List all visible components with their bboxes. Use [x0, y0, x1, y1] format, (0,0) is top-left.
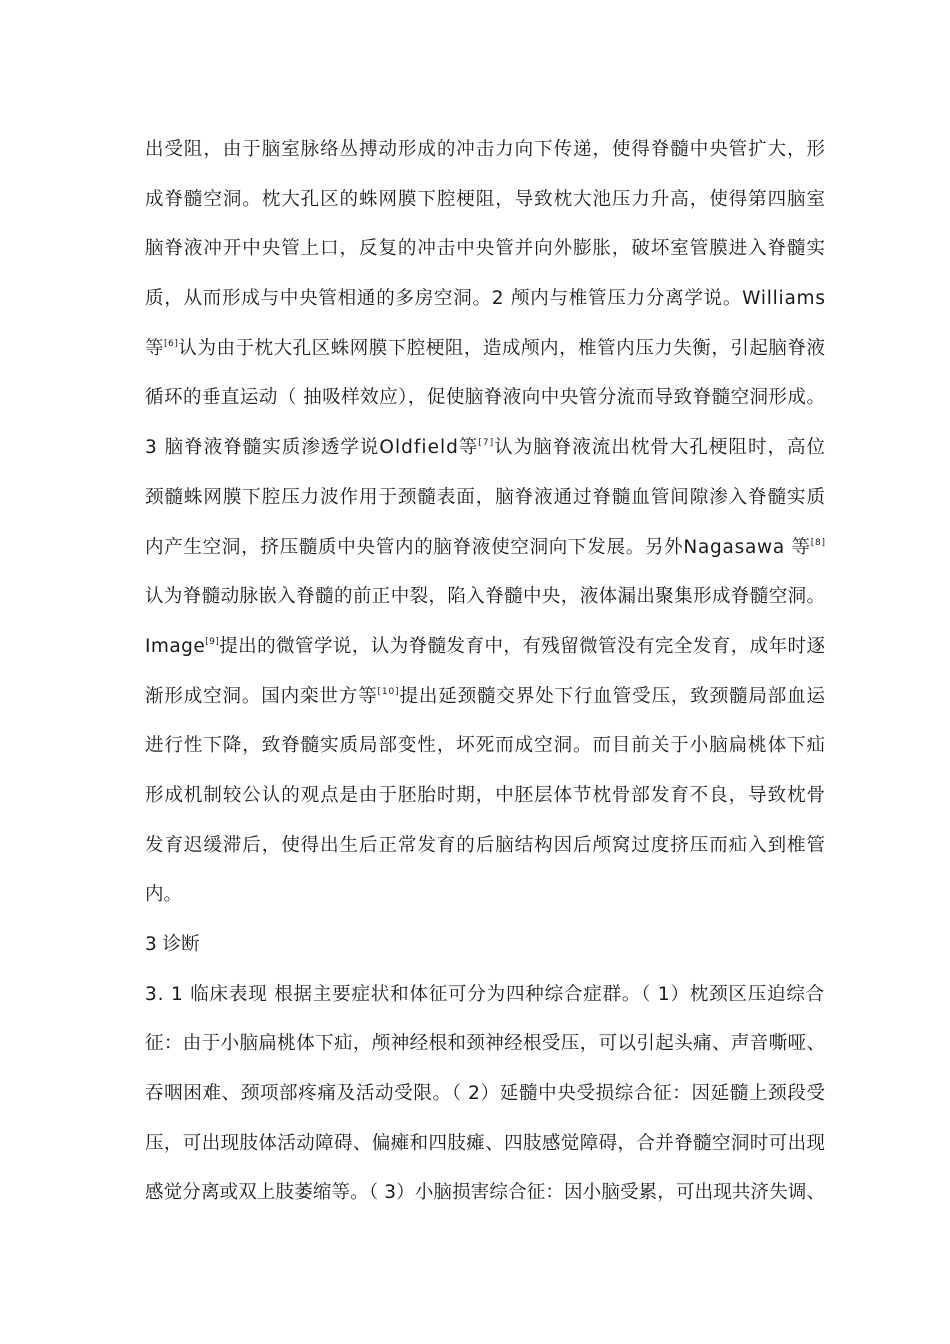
- text-run: 3. 1 临床表现 根据主要症状和体征可分为四种综合症群。（ 1）枕颈区压迫综合: [145, 983, 825, 1005]
- citation-ref: [6]: [164, 338, 179, 349]
- text-run: 渐形成空洞。国内栾世方等: [145, 685, 378, 707]
- text-run: 压，可出现肢体活动障碍、偏瘫和四肢瘫、四肢感觉障碍，合并脊髓空洞时可出现: [145, 1132, 826, 1154]
- text-run: 征：由于小脑扁桃体下疝，颅神经根和颈神经根受压，可以引起头痛、声音嘶哑、: [145, 1033, 826, 1055]
- text-line: [145, 182, 825, 232]
- text-line: [145, 977, 825, 1027]
- text-run: 出受阻，由于脑室脉络丛搏动形成的冲击力向下传递，使得脊髓中央管扩大，形: [145, 139, 826, 160]
- text-run: Image: [145, 635, 206, 657]
- text-line: [145, 480, 825, 530]
- text-line: [145, 828, 825, 878]
- citation-ref: [7]: [478, 438, 495, 449]
- text-line: [145, 629, 825, 679]
- text-run: 进行性下降，致脊髓实质局部变性，坏死而成空洞。而目前关于小脑扁桃体下疝: [145, 735, 826, 757]
- text-run: 等: [145, 337, 165, 359]
- text-run: 吞咽困难、颈项部疼痛及活动受限。（ 2）延髓中央受损综合征：因延髓上颈段受: [145, 1083, 826, 1105]
- citation-ref: [9]: [205, 636, 220, 647]
- text-run: 3 脑脊液脊髓实质渗透学说Oldfield等: [145, 437, 479, 459]
- text-line: [145, 579, 825, 629]
- text-line: [145, 1126, 825, 1176]
- text-line: [145, 1175, 825, 1225]
- text-line: [145, 430, 825, 480]
- text-run: 感觉分离或双上肢萎缩等。（ 3）小脑损害综合征：因小脑受累，可出现共济失调、: [145, 1182, 826, 1204]
- text-line: [145, 1026, 825, 1076]
- text-line: [145, 380, 825, 430]
- text-line: [145, 231, 825, 281]
- text-run: 发育迟缓滞后，使得出生后正常发育的后脑结构因后颅窝过度挤压而疝入到椎管: [145, 834, 826, 856]
- text-line: [145, 1076, 825, 1126]
- text-line: [145, 281, 825, 331]
- text-run: 颈髓蛛网膜下腔压力波作用于颈髓表面，脑脊液通过脊髓血管间隙渗入脊髓实质: [145, 486, 826, 508]
- text-line: [145, 679, 825, 729]
- citation-ref: [8]: [810, 537, 826, 548]
- text-line: [145, 132, 825, 182]
- text-line: [145, 530, 825, 580]
- text-line: [145, 728, 825, 778]
- text-run: 认为由于枕大孔区蛛网膜下腔梗阻，造成颅内，椎管内压力失衡，引起脑脊液: [178, 337, 826, 359]
- text-run: 提出的微管学说，认为脊髓发育中，有残留微管没有完全发育，成年时逐: [219, 635, 826, 657]
- text-run: 脑脊液冲开中央管上口，反复的冲击中央管并向外膨胀，破坏室管膜进入脊髓实: [145, 238, 826, 260]
- section-heading: [145, 927, 825, 977]
- text-run: 循环的垂直运动（ 抽吸样效应），促使脑脊液向中央管分流而导致脊髓空洞形成。: [145, 387, 826, 409]
- text-run: 成脊髓空洞。枕大孔区的蛛网膜下腔梗阻，导致枕大池压力升高，使得第四脑室: [145, 188, 826, 210]
- text-line: [145, 331, 825, 381]
- heading-text: 3 诊断: [145, 934, 200, 955]
- text-run: 质，从而形成与中央管相通的多房空洞。2 颅内与椎管压力分离学说。Williams: [145, 288, 826, 310]
- text-run: 内。: [145, 884, 183, 906]
- citation-ref: [10]: [377, 686, 400, 697]
- body-text: [145, 132, 825, 1225]
- text-run: 内产生空洞，挤压髓质中央管内的脑脊液使空洞向下发展。另外Nagasawa 等: [145, 536, 811, 558]
- text-line: [145, 778, 825, 828]
- text-run: 认为脊髓动脉嵌入脊髓的前正中裂，陷入脊髓中央，液体漏出聚集形成脊髓空洞。: [145, 586, 826, 608]
- text-run: 提出延颈髓交界处下行血管受压，致颈髓局部血运: [399, 685, 826, 707]
- text-line: [145, 877, 825, 927]
- text-run: 认为脑脊液流出枕骨大孔梗阻时，高位: [494, 437, 827, 459]
- text-run: 形成机制较公认的观点是由于胚胎时期，中胚层体节枕骨部发育不良，导致枕骨: [145, 784, 826, 806]
